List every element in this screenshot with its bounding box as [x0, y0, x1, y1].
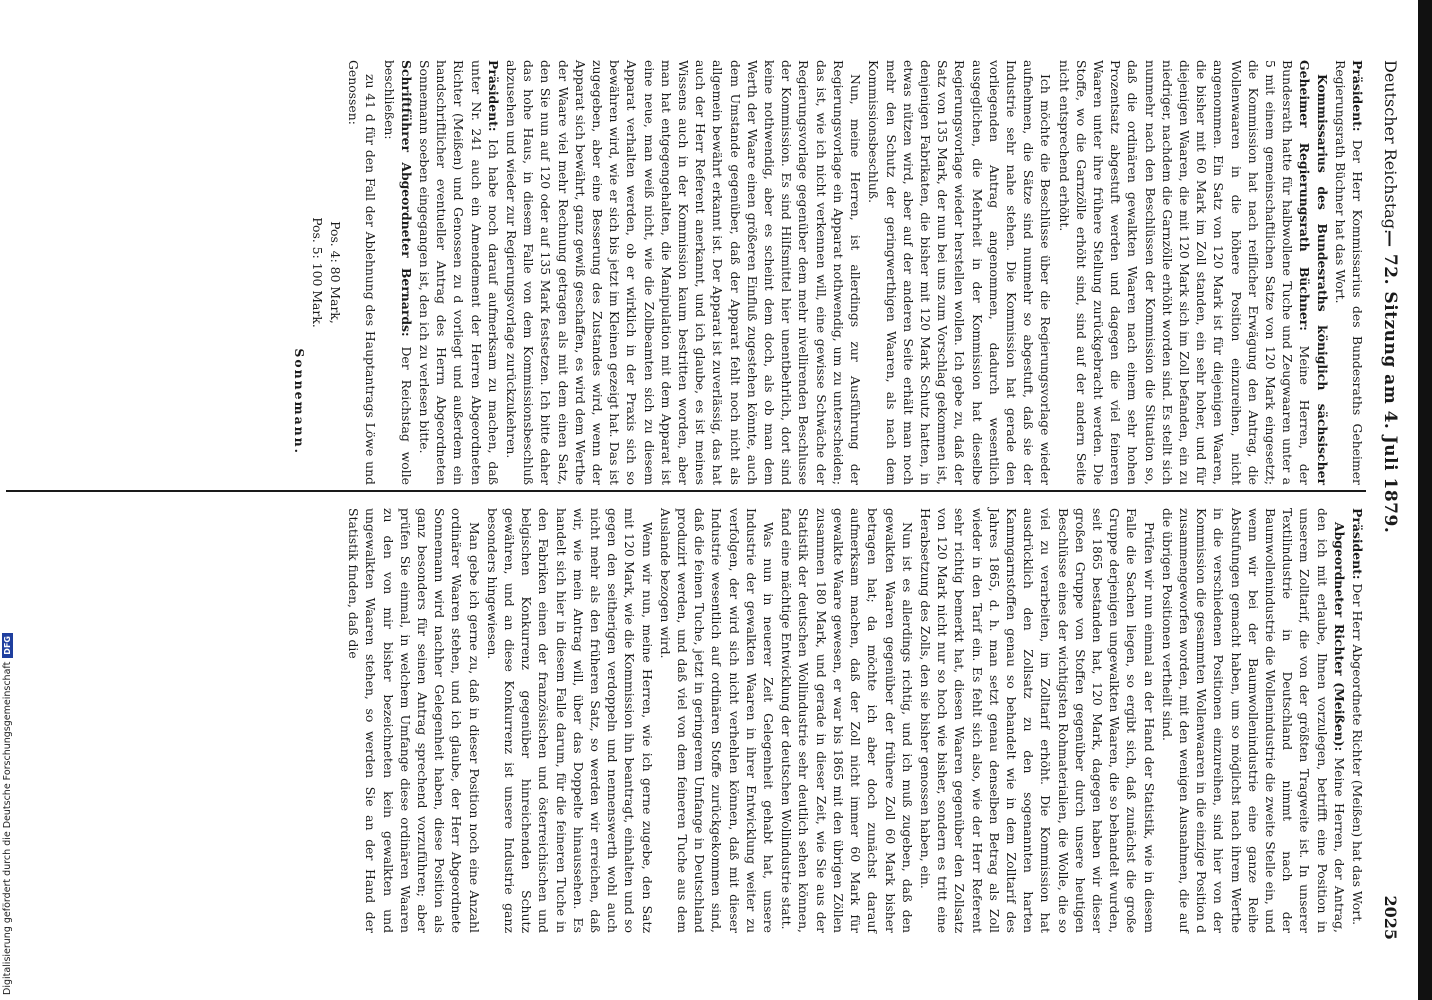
paragraph — [865, 60, 1054, 485]
paragraph — [657, 508, 777, 933]
paragraph — [290, 60, 307, 485]
paragraph — [1055, 60, 1330, 485]
paragraph-text: Der Herr Abgeordnete Richter (Meißen) hat das Wort. — [1350, 583, 1365, 926]
header-publication: Deutscher Reichstag. — [1381, 60, 1400, 235]
text-column-right — [344, 508, 1366, 933]
paragraph-text: zu 41 d für den Fall der Ablehnung des Hauptantrags Löwe und Genossen: — [346, 60, 379, 485]
paragraph-text: Der Reichstag wolle beschließen: — [381, 60, 414, 485]
digitization-credit — [2, 5, 16, 995]
paragraph — [778, 508, 916, 933]
column-divider — [6, 490, 1366, 492]
digitization-footer — [2, 0, 18, 1000]
paragraph — [345, 508, 483, 933]
paragraph — [380, 60, 414, 485]
speaker-name: Abgeordneter Richter (Meißen): — [1331, 522, 1347, 752]
paragraph-text: Sonnemann. — [291, 348, 307, 455]
speaker-name: Präsident: — [1350, 60, 1365, 132]
speaker-name: Kommissarius des Bundesraths königlich sächsischer Geheimer Regierungsrath Büchner: — [1297, 60, 1330, 485]
paragraph-text: Pos. 4: 80 Mark, — [328, 221, 344, 324]
credit-text: Digitalisierung gefördert durch die Deutsche Forschungsgemeinschaft — [2, 661, 13, 995]
paragraph-text: Meine Herren, der Antrag, den ich mit erlaube, Ihnen vorzulegen, betrifft eine Position in unserem Zolltarif, die von der größten Tragweite ist. In unserer Textilindustrie in Deutschland nimmt nach der Baumwollenindustrie die Wollenindustrie die zweite Stelle ein, und wenn wir bei der Baumwollenindustrie eine ganze Reihe Abstufungen gemacht haben, um so möglichst nach ihrem Werthe in die verschiedenen Positionen einzureihen, sind hier von der Kommission die gesammten Wollenwaaren in die einzige Position d zusammengeworfen worden, mit den wenigen Ausnahmen, die auf die übrigen Positionen vertheilt sind. — [1159, 508, 1347, 933]
paragraph-text: Pos. 5: 100 Mark. — [309, 217, 325, 328]
speaker-name: Schriftführer Abgeordneter Bernards: — [398, 60, 414, 337]
paragraph — [1332, 60, 1366, 485]
paragraph — [1159, 508, 1348, 933]
dfg-logo: DFG — [2, 633, 13, 658]
paragraph — [309, 60, 326, 485]
paragraph-text: Nun, meine Herren, ist allerdings zur Ausführung der Regierungsvorlage ein Apparat nothwendig, um zu unterscheiden; das ist, wie ich nicht verkennen will, eine gewisse Schwäche der Regierungsvorlage gegenüber dem mehr nivellirenden Beschlusse der Kommission. Es sind Hilfsmittel hier unentbehrlich, dort sind keine nothwendig, aber es scheint dem doch, als ob man dem Werth der Waare einen größeren Einfluß zugestehen könnte, auch dem Umstande gegenüber, daß der Apparat fehlt noch nicht als allgemein bewährt erkannt ist. Der Apparat ist zuverlässig, das hat auch der Herr Referent anerkannt, und ich glaube, es ist meines Wissens auch in der Kommission kaum bestritten worden, aber man hat entgegengehalten, die Manipulation mit dem Apparat ist eine neue, man weiß nicht, wie die Zollbeamten sich zu diesem Apparat verhalten werden, ob er wirklich in der Praxis sich so bewähren wird, wie er sich bis jetzt im Kleinen gezeigt hat. Das ist zugegeben, aber eine Besserung des Zustandes wird, wenn der Apparat sich bewährt, ganz gewiß geschaffen, es wird dem Werthe der Waare viel mehr Rechnung getragen als mit dem einen Satz, den Sie nun auf 120 oder auf 135 Mark festsetzen. Ich bitte daher das hohe Haus, in diesem Falle von dem Kommissionsbeschluß abzusehen und wieder zur Regierungsvorlage zurückzukehren. — [504, 60, 864, 485]
speaker-name: Präsident: — [1350, 508, 1365, 580]
paragraph — [416, 60, 502, 485]
paragraph-text: Ich möchte die Beschlüsse über die Regierungsvorlage wieder aufnehmen, die Sätze sind nunmehr so abgestuft, daß sie der Industrie sehr nahe stehen. Die Kommission hat gerade den vorliegenden Antrag angenommen, dadurch wesentlich ausgeglichen, die Mehrheit in der Kommission hat dieselbe Regierungsvorlage wieder herstellen wollen. Ich gebe zu, daß der Satz von 135 Mark, der nun bei uns zum Vorschlag gekommen ist, denjenigen Fabrikaten, die bisher mit 120 Mark Schutz hatten, in etwas nützen wird, aber auf der anderen Seite erhält man noch mehr den Schutz der geringwerthigen Waaren, als nach dem Kommissionsbeschluß. — [866, 60, 1054, 485]
paragraph — [484, 508, 656, 933]
paragraph-text: Was nun in neuerer Zeit Gelegenheit gehabt hat, unsere Industrie der gewalkten Waaren in ihrer Entwicklung weiter zu verfolgen, der wird sich nicht verhehlen können, daß mit dieser Industrie wesentlich auf ordinären Stoffe zurückgekommen sind, daß die feinen Tuche, jetzt in geringerem Umfange in Deutschland produzirt werden, und daß viel von dem feineren Tuche aus dem Auslande bezogen wird. — [657, 508, 777, 933]
paragraph-text: Prüfen wir nun einmal an der Hand der Statistik, wie in diesem Falle die Sachen liegen, so ergibt sich, daß zunächst die große Gruppe derjenigen ungewalkten Waaren, die so behandelt wurden, seit 1865 bestanden hat, 120 Mark, dagegen haben wir dieser großen Gruppe von Stoffen gegenüber durch unsere heutigen Beschlüsse eines der wichtigsten Rohmaterialien, die Wolle, die so viel zu verarbeiten, im Zolltarif erhöht. Die Kommission hat ausdrücklich den Zollsatz zu den sogenannten harten Kammgarnstoffen genau so behandelt wie in dem Zolltarif des Jahres 1865, d. h. man setzt genau denselben Betrag als Zoll wieder in den Tarif ein. Es fehlt sich also, wie der Herr Referent sehr richtig bemerkt hat, diesen Waaren gegenüber den Zollsatz von 120 Mark nicht nur so hoch wie bisher, sondern es tritt eine Herabsetzung des Zolls, den sie bisher genossen haben, ein. — [917, 508, 1157, 933]
paragraph — [503, 60, 864, 485]
text-column-left — [289, 60, 1366, 485]
paragraph-text: Man gebe ich gerne zu, daß in dieser Position noch eine Anzahl ordinärer Waaren stehen, und ich glaube, der Herr Abgeordnete Sonnemann wird nachher Gelegenheit haben, diese Position als ganz besonders für seinen Antrag sprechend vorzuführen; aber prüfen Sie einmal, in welchem Umfange diese ordinären Waaren zu den von mir bisher bezeichneten kein gewalkten und ungewalkten Waaren stehen, so werden Sie an der Hand der Statistik finden, daß die — [346, 508, 482, 933]
paragraph — [1349, 508, 1366, 933]
paragraph-text: Meine Herren, der Bundesrath hatte für halbwollene Tuche und Zeugwaaren unter a 5 mit einem gemeinschaftlichen Satze von 120 Mark eingesetzt; die Kommission hat nach reiflicher Erwägung den Antrag, die Wollenwaaren in die höhere Position einzureihen, nicht angenommen. Ein Satz von 120 Mark ist für diejenigen Waaren, die bisher mit 60 Mark im Zoll standen, ein sehr hoher, und für diejenigen Waaren, die mit 120 Mark sich im Zoll befanden, ein zu niedriger, nachdem die Garnzölle erhöht worden sind. Es stellt sich nunmehr nach den Beschlüssen der Kommission die Situation so, daß die ordinären gewalkten Waaren nach einem sehr hohen Prozentsatz abgestuft werden und dagegen die viel feineren Waaren unter ihre frühere Stellung zurückgebracht werden. Die Stoffe, wo die Garnzölle erhöht sind, sind auf der andern Seite nicht entsprechend erhöht. — [1056, 60, 1313, 485]
paragraph-text: Ich habe noch darauf aufmerksam zu machen, daß unter Nr. 241 auch ein Amendement der Herren Abgeordneten Richter (Meißen) und Genossen zu d vorliegt und außerdem ein handschriftlicher eventueller Antrag des Herrn Abgeordneten Sonnemann soeben eingegangen ist, den ich zu verlesen bitte. — [417, 60, 501, 485]
page-number: 2025 — [1381, 895, 1400, 940]
scan-edge — [1418, 0, 1432, 1000]
header-session: — 72. Sitzung am 4. Juli 1879. — [1380, 230, 1400, 534]
paragraph — [327, 60, 344, 485]
paragraph-text: Nun ist es allerdings richtig, und ich muß zugeben, daß den gewalkten Waaren gegenüber der frühere Zoll 60 Mark bisher betragen hat; da möchte ich aber doch zunächst darauf aufmerksam machen, daß der Zoll nicht immer 60 Mark für gewalkte Waare gewesen, er war bis 1865 mit den übrigen Zöllen zusammen 180 Mark, und gerade in dieser Zeit, wie Sie aus der Statistik der deutschen Wollindustrie sehr deutlich sehen können, fand eine mächtige Entwicklung der deutschen Wollindustrie statt. — [779, 508, 915, 933]
paragraph-text: Wenn wir nun, meine Herren, wie ich gerne zugebe, den Satz mit 120 Mark, wie die Kommission ihn beantragt, einhalten und so gegen den seitherigen verdoppeln und nennenswerth wohl auch nicht mehr als den früheren Satz, so werden wir erreichen, daß wir, wie mein Antrag will, über das Doppelte hinaussehen. Es handelt sich hier in diesem Falle darum, für die feineren Tuche in den Fabriken einen der französischen und österreichischen und belgischen Konkurrenz gegenüber hinreichenden Schutz gewähren, und an diese Konkurrenz ist unsere Industrie ganz besonders hingewiesen. — [484, 508, 655, 933]
paragraph — [917, 508, 1158, 933]
page-header — [1374, 60, 1400, 940]
paragraph — [345, 60, 379, 485]
paragraph-text: Der Herr Kommissarius des Bundesraths Geheimer Regierungsrath Büchner hat das Wort. — [1332, 60, 1365, 485]
speaker-name: Präsident: — [485, 60, 501, 132]
